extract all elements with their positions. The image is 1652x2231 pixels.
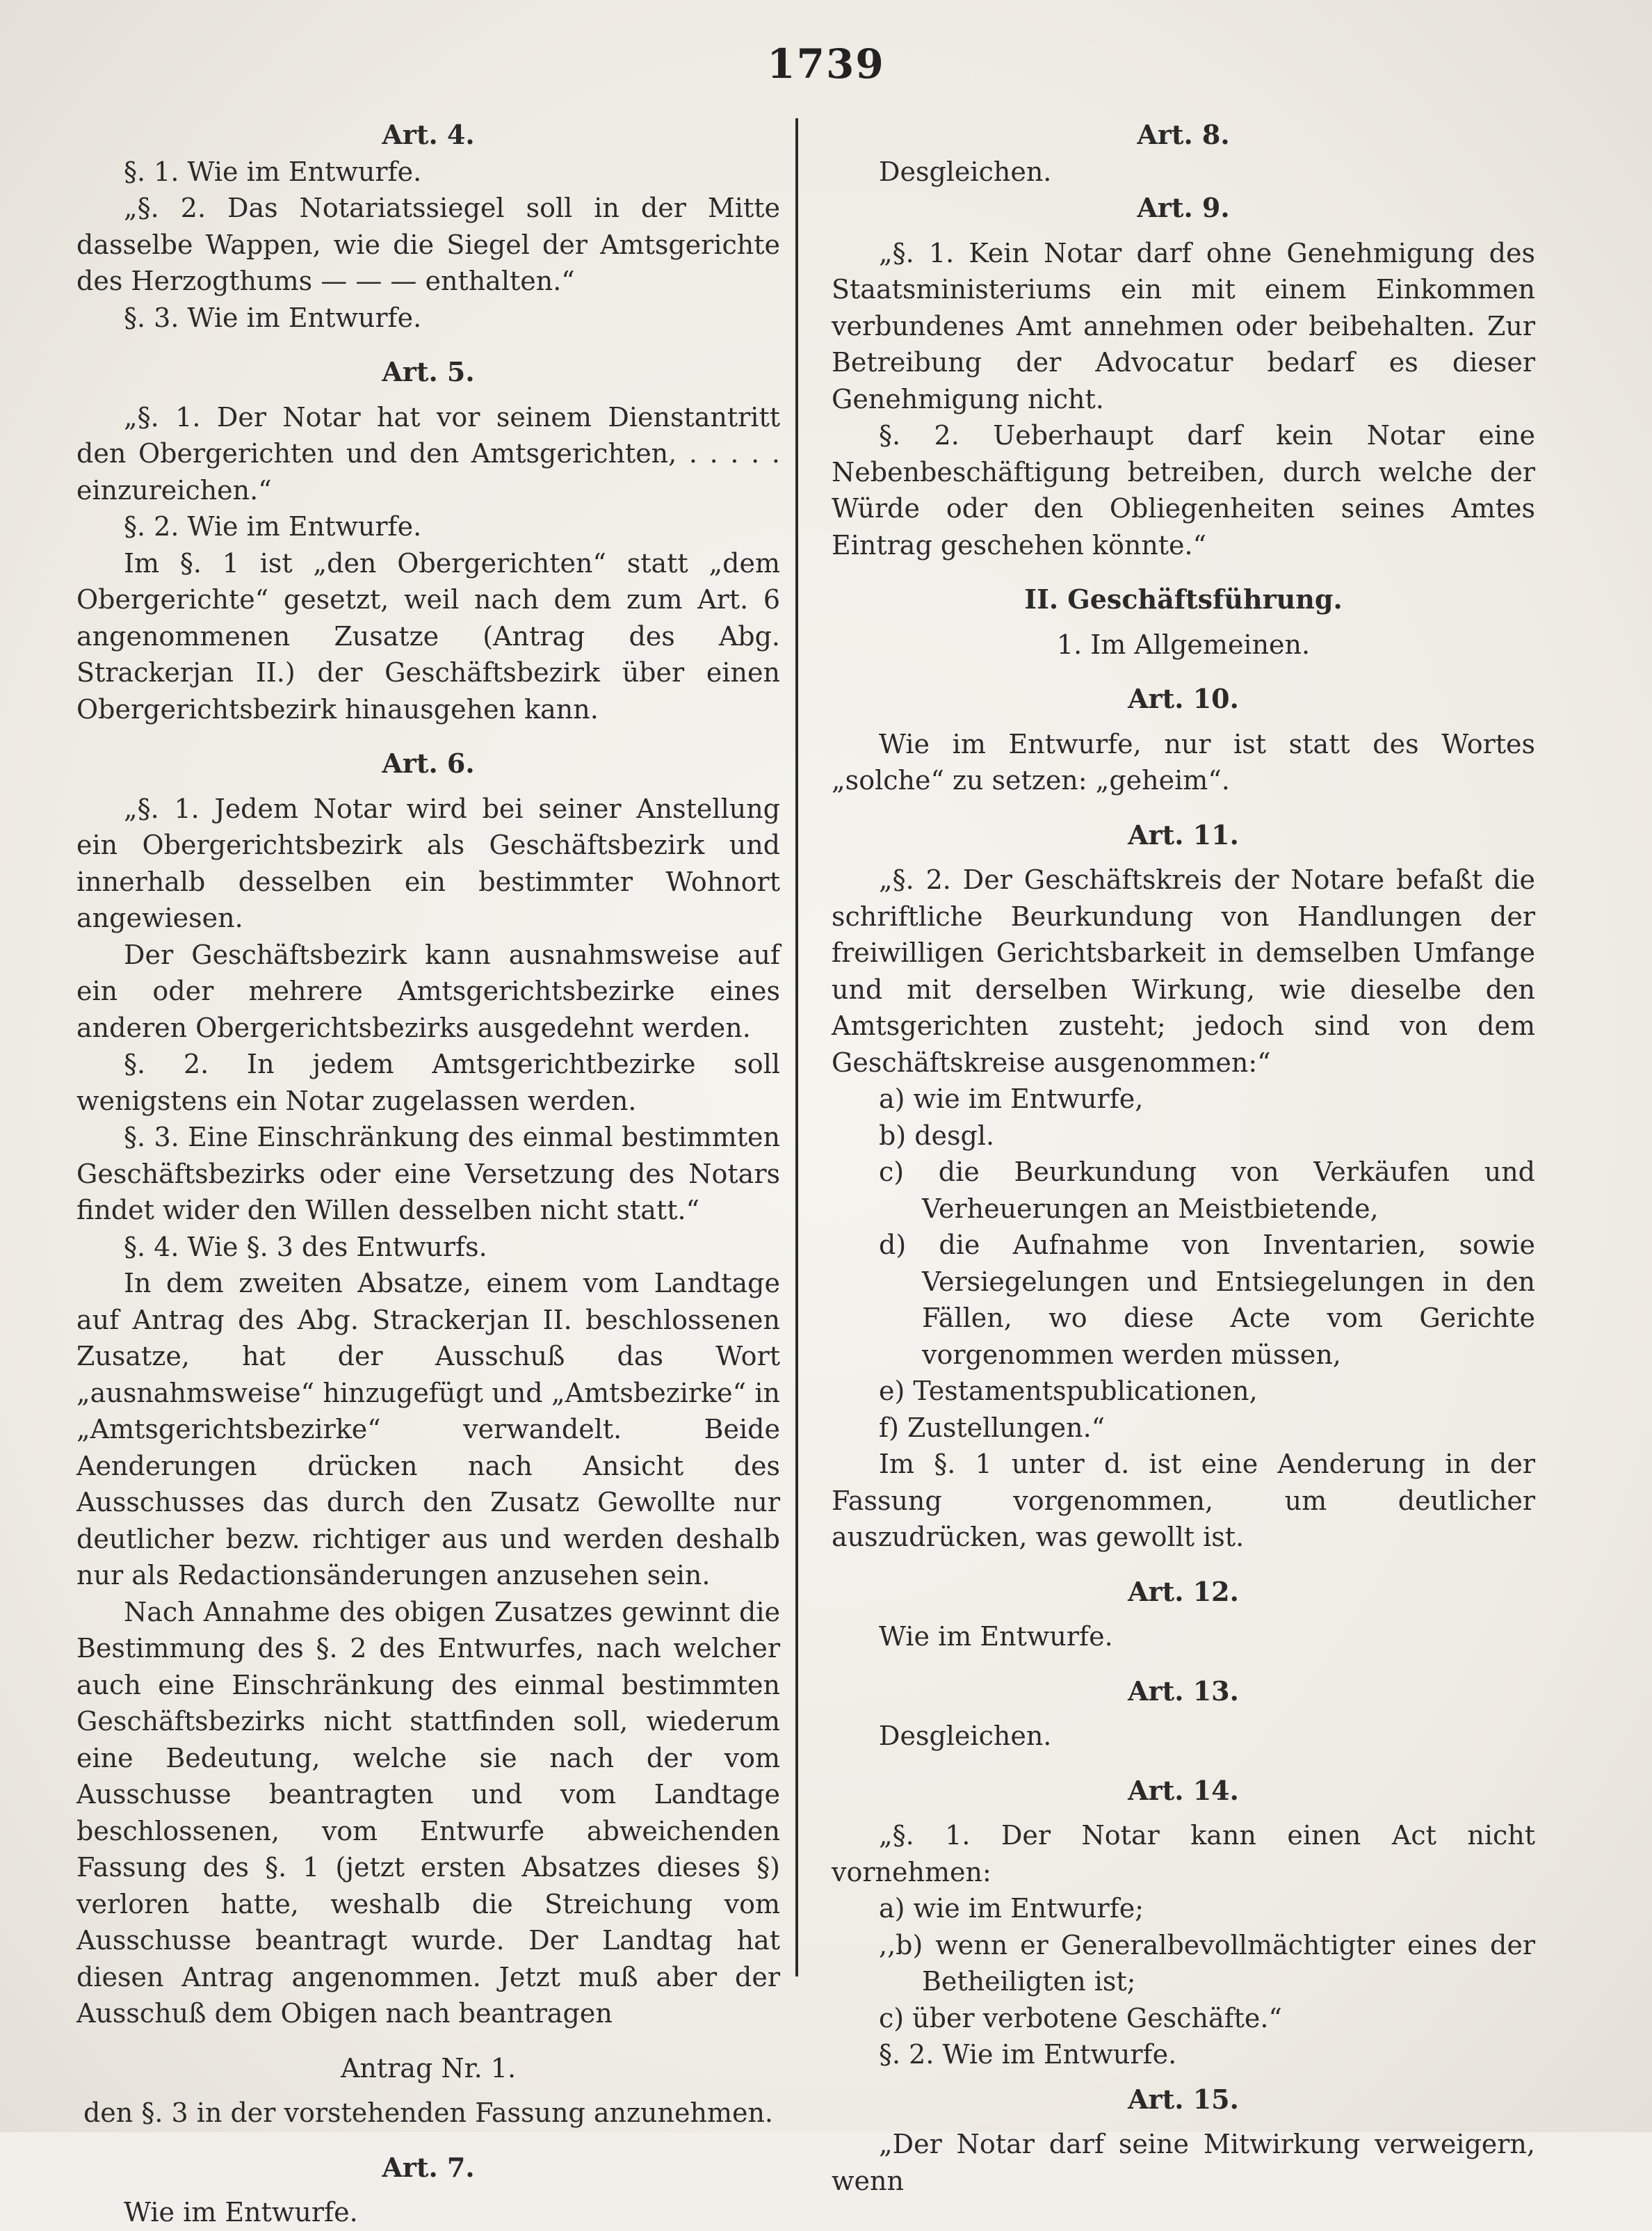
paragraph: In dem zweiten Absatze, einem vom Landtage auf Antrag des Abg. Strackerjan II. beschlossenen Zusatze, hat der Ausschuß das Wort „ausnahmsweise“ hinzugefügt und „Amtsbezirke“ in „Amtsgerichtsbezirke“ verwandelt. Beide Aenderungen drücken nach Ansicht des Ausschusses das durch den Zusatz Gewollte nur deutlicher bezw. richtiger aus und werden deshalb nur als Redactionsänderungen anzusehen sein. (76, 1268, 780, 1590)
left-column (76, 117, 780, 2231)
article-heading: Art. 8. (1137, 119, 1230, 150)
paragraph: §. 2. Ueberhaupt darf kein Notar eine Nebenbeschäftigung betreiben, durch welche der Würde oder den Obliegenheiten seines Amtes Eintrag geschehen könnte.“ (832, 420, 1535, 561)
paragraph: ,,b) wenn er Generalbevollmächtigter eines der Betheiligten ist; (879, 1929, 1535, 1997)
paragraph: „§. 1. Der Notar kann einen Act nicht vornehmen: (832, 1820, 1535, 1887)
paragraph: Wie im Entwurfe, nur ist statt des Wortes „solche“ zu setzen: „geheim“. (832, 728, 1535, 796)
right-column (832, 117, 1535, 2199)
paragraph: §. 2. Wie im Entwurfe. (879, 2039, 1177, 2070)
article-heading: Art. 7. (382, 2151, 475, 2183)
page-number: 1739 (767, 40, 885, 88)
paragraph: 1. Im Allgemeinen. (1056, 629, 1311, 660)
paragraph: §. 3. Eine Einschränkung des einmal bestimmten Geschäftsbezirks oder eine Versetzung des Notars findet wider den Willen desselben nicht statt.“ (76, 1122, 780, 1225)
paragraph: b) desgl. (879, 1120, 995, 1151)
paragraph: den §. 3 in der vorstehenden Fassung anzunehmen. (83, 2097, 774, 2128)
article-heading: Art. 6. (382, 748, 475, 779)
paragraph: „§. 2. Der Geschäftskreis der Notare befaßt die schriftliche Beurkundung von Handlungen der freiwilligen Gerichtsbarkeit in demselben Umfange und mit derselben Wirkung, wie dieselbe den Amtsgerichten zusteht; jedoch sind von dem Geschäftskreise ausgenommen:“ (832, 864, 1535, 1078)
paragraph: Desgleichen. (879, 156, 1052, 187)
paragraph: „§. 2. Das Notariatssiegel soll in der Mitte dasselbe Wappen, wie die Siegel der Amtsgerichte des Herzogthums — — — enthalten.“ (76, 193, 780, 296)
paragraph: „§. 1. Jedem Notar wird bei seiner Anstellung ein Obergerichtsbezirk als Geschäftsbezirk und innerhalb desselben ein bestimmter Wohnort angewiesen. (76, 793, 780, 933)
article-heading: Art. 14. (1128, 1774, 1239, 1806)
article-heading: Art. 11. (1128, 819, 1239, 851)
paragraph: a) wie im Entwurfe; (879, 1893, 1144, 1924)
paragraph: d) die Aufnahme von Inventarien, sowie Versiegelungen und Entsiegelungen in den Fällen, wo diese Acte vom Gerichte vorgenommen werden müssen, (879, 1230, 1535, 1370)
paragraph: c) über verbotene Geschäfte.“ (879, 2002, 1282, 2033)
paragraph: „§. 1. Kein Notar darf ohne Genehmigung des Staatsministeriums ein mit einem Einkommen verbundenes Amt annehmen oder beibehalten. Zur Betreibung der Advocatur bedarf es dieser Genehmigung nicht. (832, 237, 1535, 414)
paragraph: Desgleichen. (879, 1721, 1052, 1751)
article-heading: Art. 13. (1128, 1675, 1239, 1707)
article-heading: Art. 4. (382, 119, 475, 150)
article-heading: Art. 10. (1128, 683, 1239, 714)
paragraph: Der Geschäftsbezirk kann ausnahmsweise auf ein oder mehrere Amtsgerichtsbezirke eines anderen Obergerichtsbezirks ausgedehnt werden. (76, 939, 780, 1043)
article-heading: Art. 12. (1128, 1575, 1239, 1607)
paragraph: Wie im Entwurfe. (879, 1621, 1113, 1652)
paragraph: §. 1. Wie im Entwurfe. (124, 156, 422, 187)
paragraph: c) die Beurkundung von Verkäufen und Verheuerungen an Meistbietende, (879, 1157, 1535, 1224)
paragraph: „§. 1. Der Notar hat vor seinem Dienstantritt den Obergerichten und den Amtsgerichten, . . . . . einzureichen.“ (76, 401, 780, 506)
paragraph: „Der Notar darf seine Mitwirkung verweigern, wenn (832, 2129, 1535, 2196)
article-heading: Art. 9. (1137, 192, 1230, 223)
paragraph: Nach Annahme des obigen Zusatzes gewinnt die Bestimmung des §. 2 des Entwurfes, nach welcher auch eine Einschränkung des einmal bestimmten Geschäftsbezirks nicht stattfinden soll, wiederum eine Bedeutung, welche sie nach der vom Ausschusse beantragten und vom Landtage beschlossenen, vom Entwurfe abweichenden Fassung des §. 1 (jetzt ersten Absatzes dieses §) verloren hatte, weshalb die Streichung vom Ausschusse beantragt wurde. Der Landtag hat diesen Antrag angenommen. Jetzt muß aber der Ausschuß dem Obigen nach beantragen (76, 1596, 780, 2029)
paragraph: e) Testamentspublicationen, (879, 1376, 1258, 1406)
paragraph: Wie im Entwurfe. (124, 2197, 358, 2228)
paragraph: Im §. 1 ist „den Obergerichten“ statt „dem Obergerichte“ gesetzt, weil nach dem zum Art. 6 angenommenen Zusatze (Antrag des Abg. Strackerjan II.) der Geschäftsbezirk über einen Obergerichtsbezirk hinausgehen kann. (76, 547, 780, 725)
paragraph: f) Zustellungen.“ (879, 1412, 1106, 1443)
paragraph: §. 2. Wie im Entwurfe. (124, 511, 422, 542)
paragraph: §. 4. Wie §. 3 des Entwurfs. (124, 1231, 487, 1262)
paragraph: §. 3. Wie im Entwurfe. (124, 302, 422, 333)
paragraph: a) wie im Entwurfe, (879, 1084, 1144, 1114)
article-heading: II. Geschäftsführung. (1024, 583, 1343, 615)
column-divider (795, 118, 798, 1976)
paragraph: Antrag Nr. 1. (340, 2052, 517, 2084)
paragraph: §. 2. In jedem Amtsgerichtbezirke soll wenigstens ein Notar zugelassen werden. (76, 1049, 780, 1116)
article-heading: Art. 5. (382, 356, 475, 387)
article-heading: Art. 15. (1128, 2083, 1239, 2115)
paragraph: Im §. 1 unter d. ist eine Aenderung in der Fassung vorgenommen, um deutlicher auszudrücken, was gewollt ist. (832, 1449, 1535, 1552)
